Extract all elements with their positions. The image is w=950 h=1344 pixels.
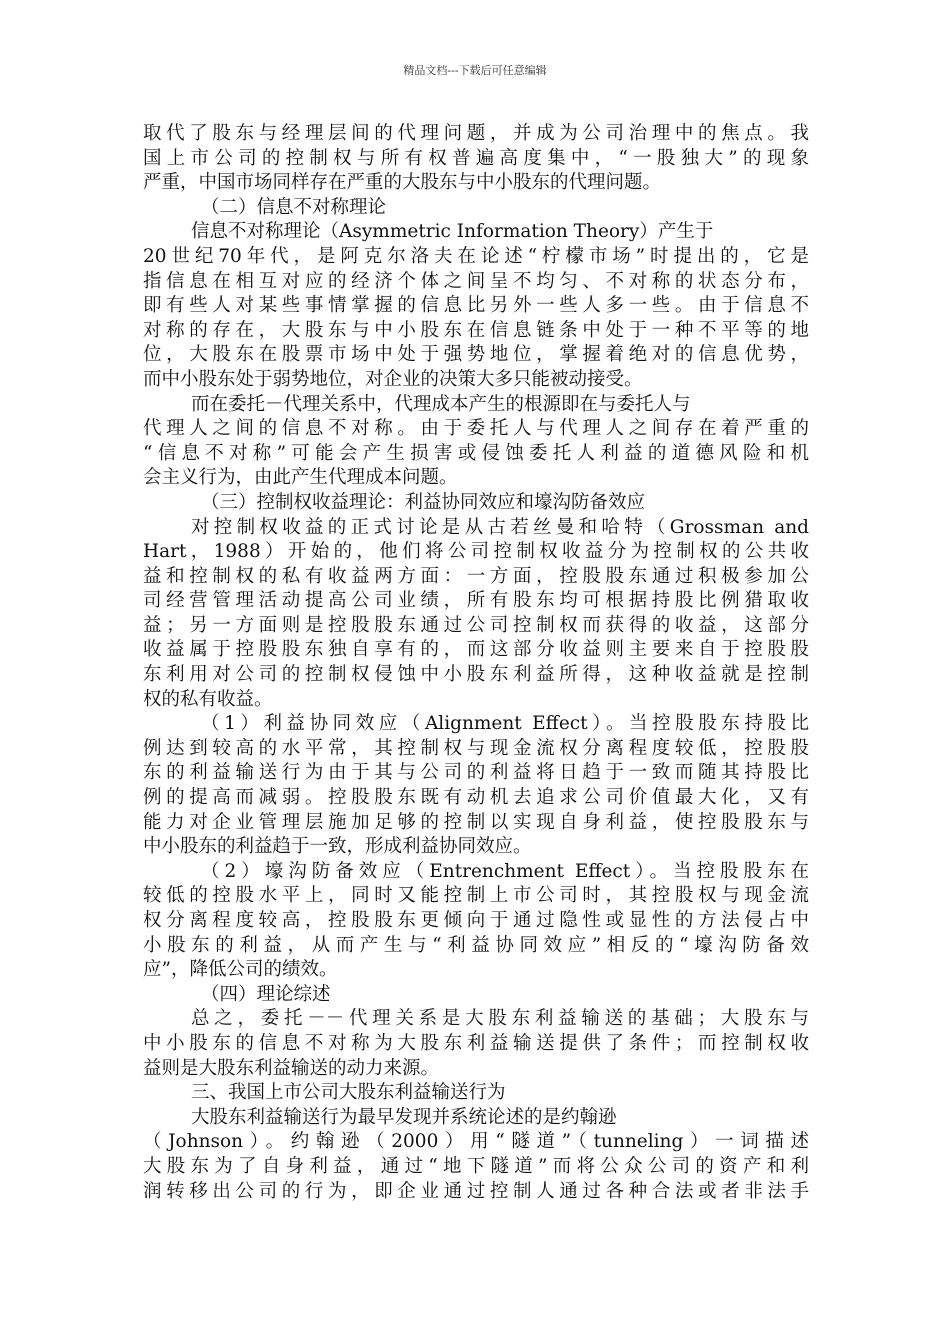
text-line: 东利用对公司的控制权侵蚀中小股东利益所得，这种收益就是控制 — [143, 664, 809, 686]
text-line: 取代了股东与经理层间的代理问题，并成为公司治理中的焦点。我 — [143, 123, 809, 144]
text-line: 大股东为了自身利益，通过“地下隧道”而将公众公司的资产和利 — [143, 1155, 809, 1177]
text-line: 大股东利益输送行为最早发现并系统论述的是约翰逊 — [191, 1106, 617, 1128]
section-heading: （四）理论综述 — [201, 983, 331, 1005]
text-line: （2）壕沟防备效应（Entrenchment Effect）。当控股股东在 — [201, 860, 809, 882]
text-line: 司经营管理活动提高公司业绩，所有股东均可根据持股比例猎取收 — [143, 590, 809, 612]
text-line: 中小股东的信息不对称为大股东利益输送提供了条件；而控制权收 — [143, 1032, 809, 1054]
text-line: 即有些人对某些事情掌握的信息比另外一些人多一些。由于信息不 — [143, 295, 809, 317]
text-line: 会主义行为，由此产生代理成本问题。 — [143, 467, 458, 489]
text-line: 位，大股东在股票市场中处于强势地位，掌握着绝对的信息优势， — [143, 344, 809, 366]
text-line: 益和控制权的私有收益两方面：一方面，控股股东通过积极参加公 — [143, 565, 809, 587]
text-line: 益则是大股东利益输送的动力来源。 — [143, 1057, 440, 1079]
text-line: 能力对企业管理层施加足够的控制以实现自身利益，使控股股东与 — [143, 811, 809, 833]
section-heading: 三、我国上市公司大股东利益输送行为 — [191, 1082, 506, 1104]
text-line: 润转移出公司的行为，即企业通过控制人通过各种合法或者非法手 — [143, 1180, 809, 1202]
page-header: 精品文档---下载后可任意编辑 — [403, 64, 547, 77]
text-line: 总之，委托－－代理关系是大股东利益输送的基础；大股东与 — [191, 1008, 809, 1030]
text-line: 例达到较高的水平常，其控制权与现金流权分离程度较低，控股股 — [143, 737, 809, 759]
text-line: （1）利益协同效应（Alignment Effect）。当控股股东持股比 — [201, 713, 809, 735]
text-line: 东的利益输送行为由于其与公司的利益将日趋于一致而随其持股比 — [143, 762, 809, 784]
text-line: 应”，降低公司的绩效。 — [143, 959, 338, 981]
text-line: 例的提高而减弱。控股股东既有动机去追求公司价值最大化，又有 — [143, 787, 809, 809]
text-line: 较低的控股水平上，同时又能控制上市公司时，其控股权与现金流 — [143, 885, 809, 907]
text-line: 收益属于控股股东独自享有的，而这部分收益则主要来自于控股股 — [143, 639, 809, 661]
text-line: 指信息在相互对应的经济个体之间呈不均匀、不对称的状态分布， — [143, 270, 809, 292]
text-line: 严重，中国市场同样存在严重的大股东与中小股东的代理问题。 — [143, 172, 662, 194]
text-line: 而中小股东处于弱势地位，对企业的决策大多只能被动接受。 — [143, 368, 643, 390]
text-line: 国上市公司的控制权与所有权普遍高度集中，“一股独大”的现象 — [143, 147, 809, 169]
text-line: 益；另一方面则是控股股东通过公司控制权而获得的收益，这部分 — [143, 614, 809, 636]
section-heading: （三）控制权收益理论：利益协同效应和壕沟防备效应 — [201, 491, 646, 513]
text-line: 权的私有收益。 — [143, 688, 273, 710]
document-body — [143, 122, 809, 1204]
text-line: 代理人之间的信息不对称。由于委托人与代理人之间存在着严重的 — [143, 418, 809, 440]
text-line: 信息不对称理论（Asymmetric Information Theory）产生于 — [191, 221, 714, 243]
text-line: 20世纪70年代，是阿克尔洛夫在论述“柠檬市场”时提出的，它是 — [143, 245, 809, 267]
text-line: 权分离程度较高，控股股东更倾向于通过隐性或显性的方法侵占中 — [143, 910, 809, 931]
text-line: 而在委托－代理关系中，代理成本产生的根源即在与委托人与 — [191, 393, 691, 415]
text-line: 对称的存在，大股东与中小股东在信息链条中处于一种不平等的地 — [143, 319, 809, 341]
text-line: “信息不对称”可能会产生损害或侵蚀委托人利益的道德风险和机 — [143, 442, 809, 464]
section-heading: （二）信息不对称理论 — [201, 196, 387, 218]
text-line: 小股东的利益，从而产生与“利益协同效应”相反的“壕沟防备效 — [143, 934, 809, 956]
text-line: 中小股东的利益趋于一致，形成利益协同效应。 — [143, 836, 532, 858]
text-line: Hart，1988）开始的，他们将公司控制权收益分为控制权的公共收 — [143, 541, 809, 563]
text-line: 对控制权收益的正式讨论是从古若丝曼和哈特（Grossman and — [191, 516, 809, 538]
text-line: （Johnson）。约翰逊（2000）用“隧道”（tunneling）一词描述 — [143, 1131, 809, 1153]
